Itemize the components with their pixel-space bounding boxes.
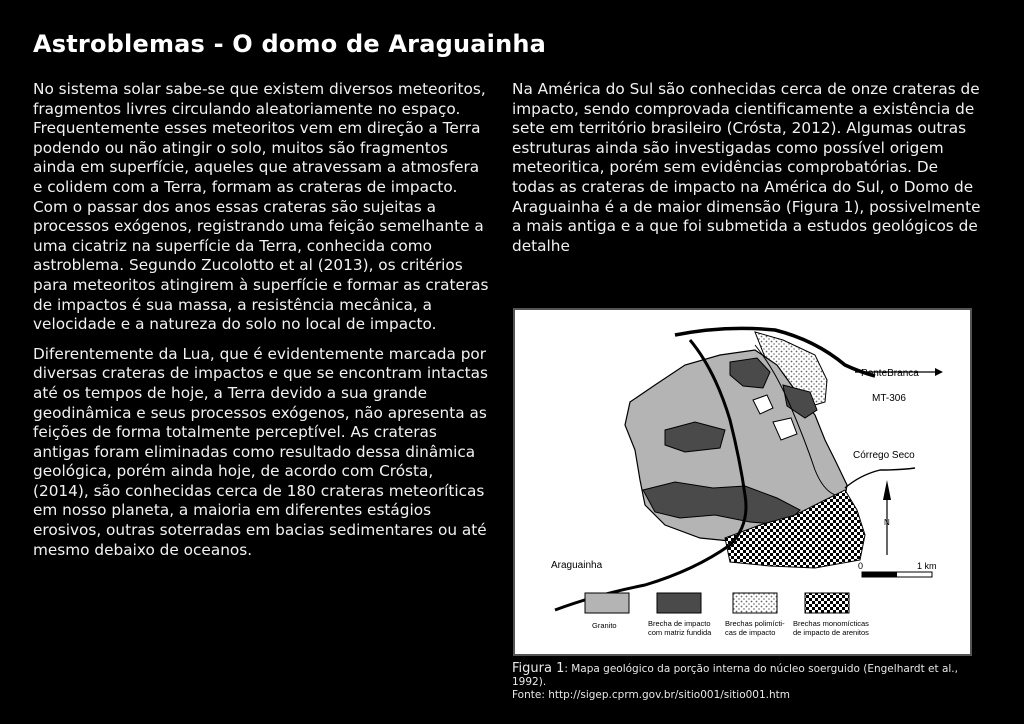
label-mt306: MT-306 <box>872 393 906 404</box>
river-line <box>845 468 915 488</box>
left-paragraph-1: No sistema solar sabe-se que existem diversos meteoritos, fragmentos livres circulando aleatoriamente no espaço. Frequentemente esses meteoritos vem em direção a Terra podendo ou não atingir o solo, muitos são fragmentos ainda em superfície, aqueles que atravessam a atmosfera e colidem com a Terra, formam as crateras de impacto. Com o passar dos anos essas crateras são sujeitas a processos exógenos, registrando uma feição semelhante a uma cicatriz na superfície da Terra, conhecida como astroblema. Segundo Zucolotto et al (2013), os critérios para meteoritos atingirem à superfície e formar as crateras de impactos é sua massa, a resistência mecânica, a velocidade e a natureza do solo no local de impacto. <box>33 80 489 334</box>
left-paragraph-2: Diferentemente da Lua, que é evidentemente marcada por diversas crateras de impactos e que se encontram intactas até os tempos de hoje, a Terra devido a sua grande geodinâmica e seus processos exógenos, não apresenta as feições de forma totalmente perceptível. As crateras antigas foram eliminadas como resultado dessa dinâmica geológica, porém ainda hoje, de acordo com Crósta, (2014), são conhecidas cerca de 180 crateras meteoríticas em nosso planeta, a maioria em diferentes estágios erosivos, outras soterradas em bacias sedimentares ou até mesmo debaixo de oceanos. <box>33 344 488 559</box>
legend-swatch-melt-breccia <box>657 593 701 613</box>
right-column <box>512 80 982 266</box>
figure-caption <box>512 662 992 702</box>
caption-text: : Mapa geológico da porção interna do núcleo soerguido (Engelhardt et al., 1992). <box>512 663 958 688</box>
label-north: N <box>884 518 890 527</box>
legend-label: Brechas polimícti- <box>725 619 785 628</box>
right-paragraph: Na América do Sul são conhecidas cerca de onze crateras de impacto, sendo comprovada cientificamente a existência de sete em território brasileiro (Crósta, 2012). Algumas outras estruturas ainda são investigadas como possível origem meteoritica, porém sem evidências comprobatórias. De todas as crateras de impacto na América do Sul, o Domo de Araguainha é a de maior dimensão (Figura 1), possivelmente a mais antiga e a que foi submetida a estudos geológicos de detalhe <box>512 80 981 255</box>
legend-label: de impacto de arenitos <box>793 628 869 637</box>
legend-label: Brechas monomícticas <box>793 619 869 628</box>
geologic-map-figure <box>513 308 972 656</box>
left-column <box>33 80 493 570</box>
north-arrow <box>883 480 891 500</box>
legend-label: Granito <box>592 621 617 630</box>
legend-label: com matriz fundida <box>648 628 712 637</box>
map-legend <box>585 593 869 637</box>
legend-swatch-sandstone-breccia <box>805 593 849 613</box>
legend-swatch-polymict-breccia <box>733 593 777 613</box>
label-araguainha: Araguainha <box>551 560 603 571</box>
geologic-map <box>515 310 970 654</box>
label-ponte-branca: PonteBranca <box>861 368 919 379</box>
label-scale-zero: 0 <box>858 561 864 571</box>
label-corrego-seco: Córrego Seco <box>853 450 915 461</box>
arrow-head <box>935 368 943 376</box>
caption-source: Fonte: http://sigep.cprm.gov.br/sitio001/sitio001.htm <box>512 689 791 701</box>
legend-label: cas de impacto <box>725 628 776 637</box>
legend-label: Brecha de impacto <box>648 619 711 628</box>
label-scale-km: 1 km <box>917 561 937 571</box>
figure-label: Figura 1 <box>512 661 565 676</box>
page-title: Astroblemas - O domo de Araguainha <box>33 30 547 58</box>
legend-swatch-granito <box>585 593 629 613</box>
